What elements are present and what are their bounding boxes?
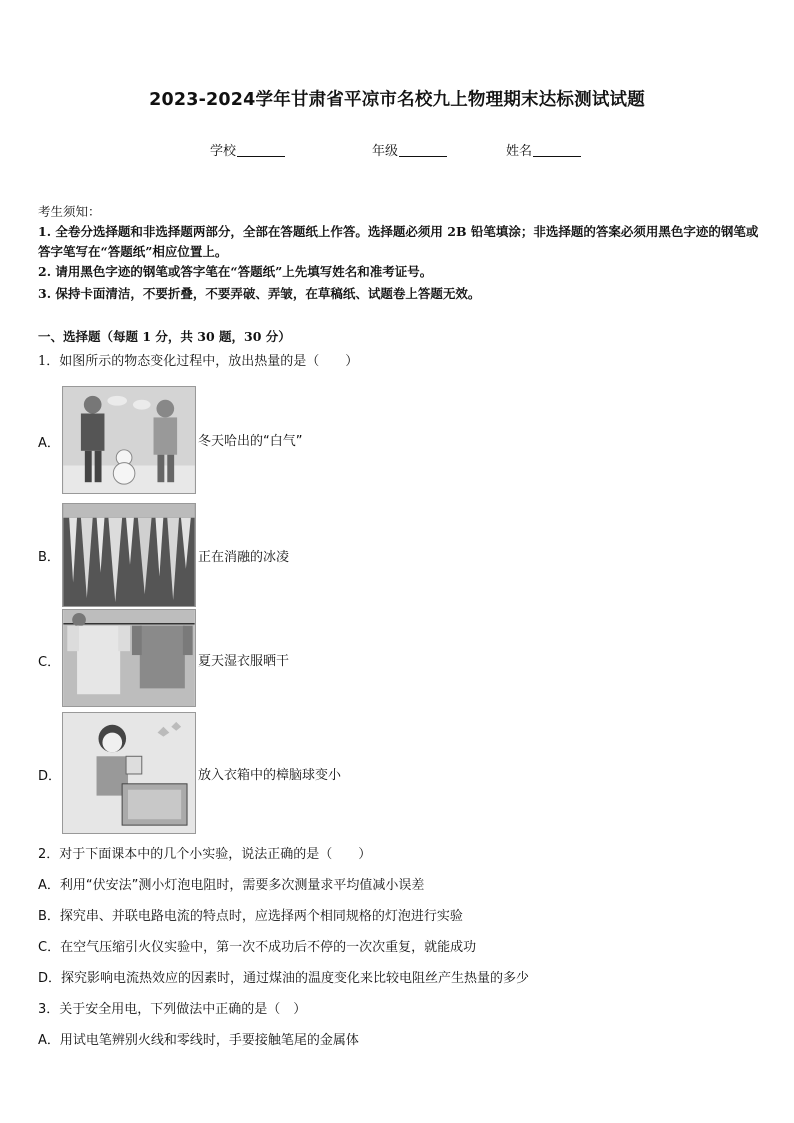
- q1-option-a-label[interactable]: A．: [38, 436, 60, 451]
- school-field[interactable]: [210, 140, 285, 159]
- q2-option-a[interactable]: A．利用“伏安法”测小灯泡电阻时，需要多次测量求平均值减小误差: [38, 878, 425, 893]
- icicles-image: [62, 503, 196, 607]
- grade-label: 年级: [372, 144, 399, 159]
- name-label: 姓名: [506, 144, 533, 159]
- grade-field[interactable]: [372, 140, 447, 159]
- drying-clothes-image: [62, 609, 196, 707]
- q1-option-d-text: 放入衣箱中的樟脑球变小: [198, 768, 342, 783]
- page-title: 2023-2024学年甘肃省平凉市名校九上物理期末达标测试试题: [149, 90, 645, 110]
- notice-heading: 考生须知：: [38, 204, 101, 219]
- q2-option-d[interactable]: D．探究影响电流热效应的因素时，通过煤油的温度变化来比较电阻丝产生热量的多少: [38, 971, 530, 986]
- q1-option-c-text: 夏天湿衣服晒干: [198, 654, 290, 669]
- question-3-stem: 3．关于安全用电，下列做法中正确的是（ ）: [38, 1002, 307, 1017]
- q2-option-c[interactable]: C．在空气压缩引火仪实验中，第一次不成功后不停的一次次重复，就能成功: [38, 940, 477, 955]
- name-blank[interactable]: [533, 144, 581, 157]
- notice-item-1: 1. 全卷分选择题和非选择题两部分，全部在答题纸上作答。选择题必须用 2B 铅笔填涂；非选择题的答案必须用黑色字迹的钢笔或答字笔写在“答题纸”相应位置上。: [38, 224, 759, 259]
- q1-option-d-label[interactable]: D．: [38, 769, 62, 784]
- section-heading: 一、选择题（每题 1 分，共 30 题，30 分）: [38, 329, 291, 344]
- q1-option-a-text: 冬天哈出的“白气”: [198, 434, 303, 449]
- q1-option-c-label[interactable]: C．: [38, 655, 61, 670]
- notice-item-2: 2. 请用黑色字迹的钢笔或答字笔在“答题纸”上先填写姓名和准考证号。: [38, 264, 433, 279]
- winter-breath-image: [62, 386, 196, 494]
- grade-blank[interactable]: [399, 144, 447, 157]
- mothball-suitcase-image: [62, 712, 196, 834]
- q1-option-b-text: 正在消融的冰凌: [198, 550, 290, 565]
- notice-item-3: 3. 保持卡面清洁，不要折叠，不要弄破、弄皱，在草稿纸、试题卷上答题无效。: [38, 286, 481, 301]
- school-label: 学校: [210, 144, 237, 159]
- school-blank[interactable]: [237, 144, 285, 157]
- name-field[interactable]: [506, 140, 581, 159]
- question-1-stem: 1．如图所示的物态变化过程中，放出热量的是（ ）: [38, 354, 359, 369]
- question-2-stem: 2．对于下面课本中的几个小实验，说法正确的是（ ）: [38, 847, 372, 862]
- q1-option-b-label[interactable]: B．: [38, 550, 60, 565]
- q3-option-a[interactable]: A．用试电笔辨别火线和零线时，手要接触笔尾的金属体: [38, 1033, 359, 1048]
- q2-option-b[interactable]: B．探究串、并联电路电流的特点时，应选择两个相同规格的灯泡进行实验: [38, 909, 463, 924]
